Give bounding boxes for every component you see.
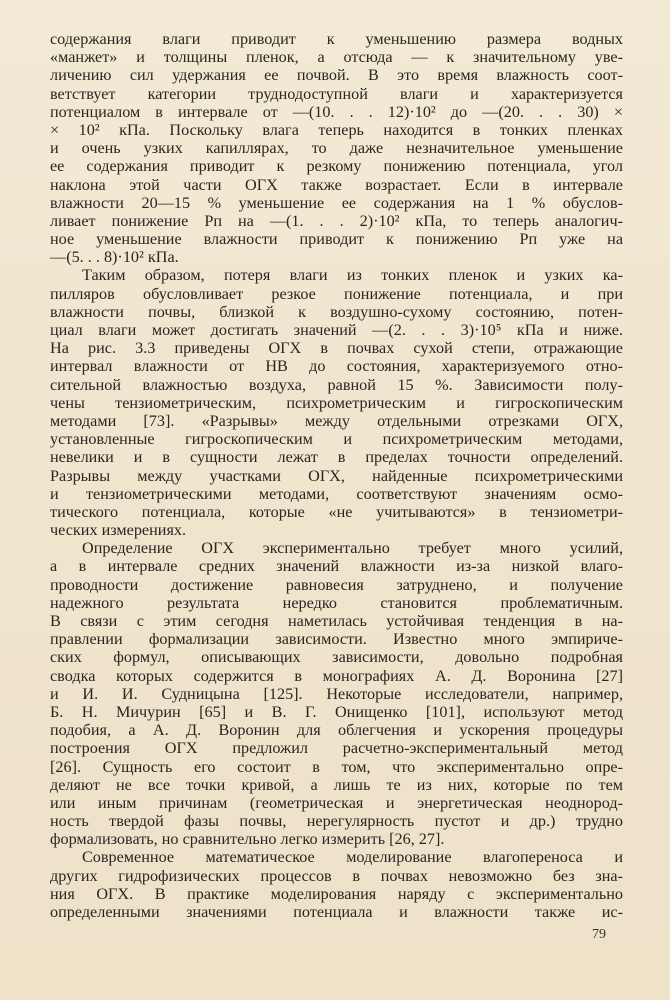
text-line: деляют не все точки кривой, а лишь те из них, которые по тем (50, 775, 623, 794)
text-line: определенными значениями потенциала и влажности также ис- (50, 903, 623, 921)
text-line: циал влаги может достигать значений —(2. . . 3)·10⁵ кПа и ниже. (50, 321, 623, 339)
text-line: ное уменьшение влажности приводит к понижению Pп уже на (50, 230, 623, 249)
paragraph-4 (50, 848, 623, 921)
text-line: или иным причинам (геометрическая и энергетическая неоднород- (50, 793, 623, 812)
text-line: влажности почвы, близкой к воздушно-сухому состоянию, потен- (50, 302, 623, 321)
text-line: ее содержания приводит к резкому понижению потенциала, угол (50, 157, 623, 176)
paragraph-1 (50, 30, 623, 266)
text-line: ливает понижение Pп на —(1. . . 2)·10² кПа, то теперь аналогич- (50, 211, 623, 230)
text-line: других гидрофизических процессов в почвах невозможно без зна- (50, 866, 623, 885)
body-text (50, 30, 623, 921)
text-line: Современное математическое моделирование влагопереноса и (82, 848, 623, 867)
text-line: сительной влажностью воздуха, равной 15 %. Зависимости полу- (50, 375, 623, 394)
text-line: проводности достижение равновесия затруднено, и получение (50, 575, 623, 594)
text-line: подобия, а А. Д. Воронин для облегчения и ускорения процедуры (50, 721, 623, 740)
text-line: ность твердой фазы почвы, нерегулярность пустот и др.) трудно (50, 812, 623, 831)
text-line: и И. И. Судницына [125]. Некоторые исследователи, например, (50, 684, 623, 703)
text-line: [26]. Сущность его состоит в том, что экспериментально опре- (50, 757, 623, 776)
text-line: надежного результата нередко становится проблематичным. (50, 593, 623, 612)
text-line: ческих измерениях. (50, 521, 187, 540)
text-line: методами [73]. «Разрывы» между отдельными отрезками ОГХ, (50, 411, 623, 430)
text-line: установленные гигроскопическим и психрометрическим методами, (50, 430, 623, 449)
text-line: наклона этой части ОГХ также возрастает. Если в интервале (50, 175, 623, 194)
text-line: построения ОГХ предложил расчетно-экспериментальный метод (50, 739, 623, 758)
text-line: невелики и в сущности лежат в пределах точности определений. (50, 448, 623, 467)
text-line: а в интервале средних значений влажности из-за низкой влаго- (50, 557, 623, 576)
text-line: сводка которых содержится в монографиях А. Д. Воронина [27] (50, 666, 623, 685)
text-line: Разрывы между участками ОГХ, найденные психрометрическими (50, 466, 623, 485)
text-line: тического потенциала, которые «не учитываются» в тензиометри- (50, 502, 623, 521)
text-line: Таким образом, потеря влаги из тонких пленок и узких ка- (82, 266, 623, 285)
text-line: × 10² кПа. Поскольку влага теперь находится в тонких пленках (50, 120, 623, 139)
text-line: и тензиометрическими методами, соответствуют значениям осмо- (50, 484, 623, 503)
text-line: ветствует категории труднодоступной влаги и характеризуется (50, 84, 623, 103)
text-line: пилляров обусловливает резкое понижение потенциала, и при (50, 284, 623, 303)
text-line: потенциалом в интервале от —(10. . . 12)·10² до —(20. . . 30) × (50, 102, 623, 121)
text-line: Определение ОГХ экспериментально требует много усилий, (82, 539, 623, 558)
page-number: 79 (592, 927, 606, 942)
text-line: ских формул, описывающих зависимости, довольно подробная (50, 648, 623, 667)
text-line: «манжет» и толщины пленок, а отсюда — к значительному уве- (50, 48, 623, 67)
text-line: —(5. . . 8)·10² кПа. (50, 248, 179, 267)
text-line: влажности 20—15 % уменьшение ее содержания на 1 % обуслов- (50, 193, 623, 212)
text-line: Б. Н. Мичурин [65] и В. Г. Онищенко [101], используют метод (50, 702, 623, 721)
text-line: В связи с этим сегодня наметилась устойчивая тенденция в на- (50, 612, 623, 630)
text-line: формализовать, но сравнительно легко измерить [26, 27]. (50, 830, 445, 849)
paragraph-3 (50, 539, 623, 848)
paragraph-2 (50, 266, 623, 539)
text-line: личению сил удержания ее почвой. В это время влажность соот- (50, 66, 623, 85)
text-line: интервал влажности от НВ до состояния, характеризуемого отно- (50, 357, 623, 376)
text-line: и очень узких капиллярах, то даже незначительное уменьшение (50, 139, 623, 158)
text-line: правлении формализации зависимости. Известно много эмпириче- (50, 630, 623, 649)
text-line: ния ОГХ. В практике моделирования наряду с экспериментально (50, 884, 623, 903)
text-line: На рис. 3.3 приведены ОГХ в почвах сухой степи, отражающие (50, 339, 623, 358)
text-line: содержания влаги приводит к уменьшению размера водных (50, 30, 623, 48)
text-line: чены тензиометрическим, психрометрическим и гигроскопическим (50, 393, 623, 412)
